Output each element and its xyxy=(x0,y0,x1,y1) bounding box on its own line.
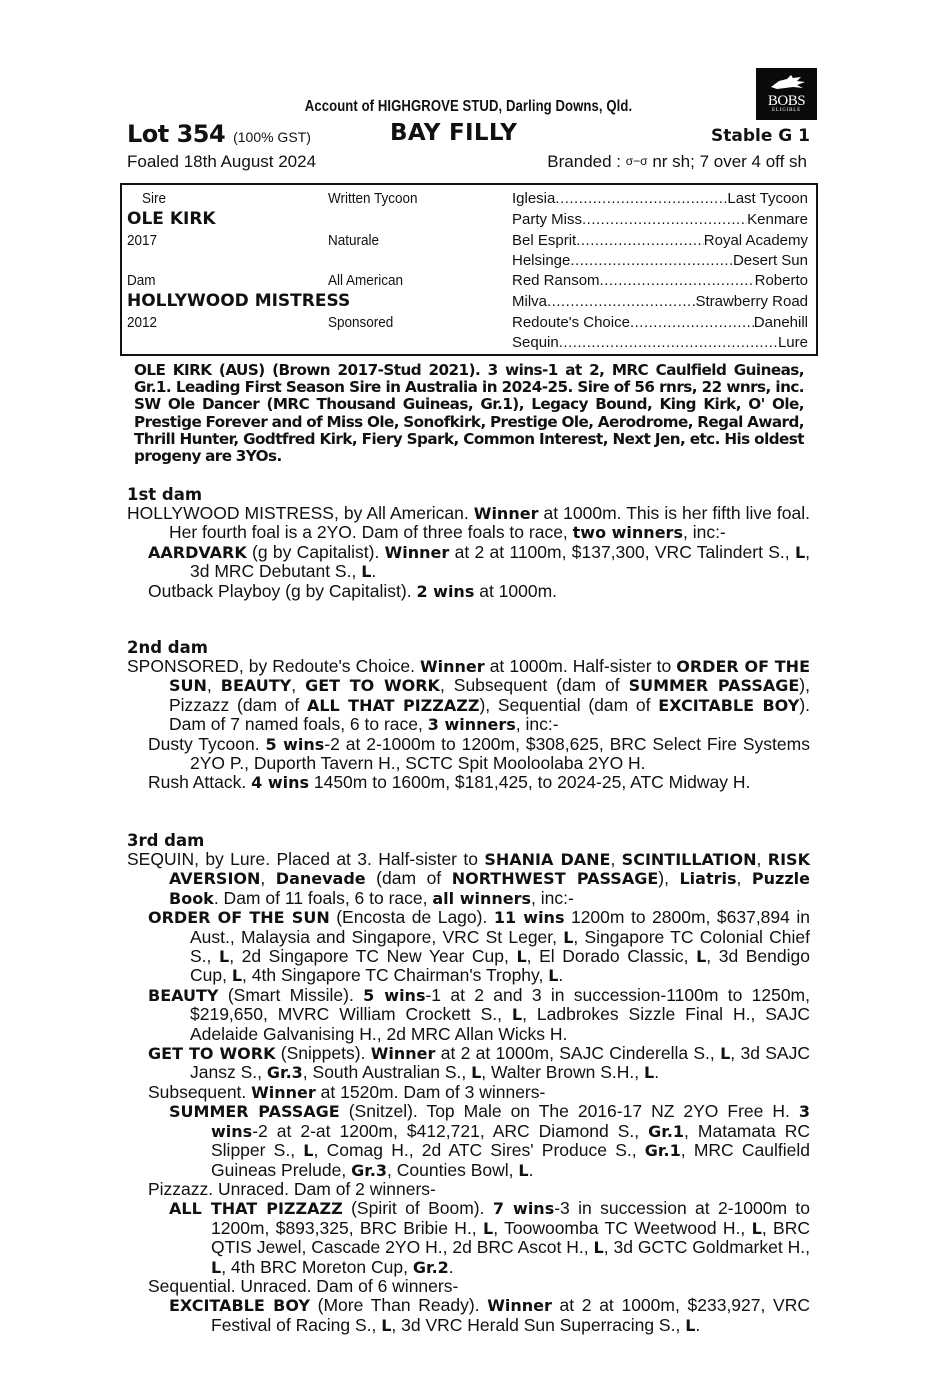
grandparent-row xyxy=(512,232,808,250)
gp-sire: Last Tycoon xyxy=(727,190,808,207)
pedigree-entry: GET TO WORK (Snippets). Winner at 2 at 1000m, SAJC Cinderella S., L, 3d SAJC Jansz S., Gr.3, South Australian S., L, Walter Brown S.H., L. xyxy=(148,1043,810,1083)
gp-sire: Kenmare xyxy=(747,211,808,228)
dam-section-3 xyxy=(127,831,810,1335)
pedigree-entry: BEAUTY (Smart Missile). 5 wins-1 at 2 and 3 in succession-1100m to 1250m, $219,650, MVRC William Crockett S., L, Ladbrokes Sizzle Final H., SAJC Adelaide Galvanising H., 2d MRC Allan Wicks H. xyxy=(148,984,810,1044)
pedigree-entry: SEQUIN, by Lure. Placed at 3. Half-sister to SHANIA DANE, SCINTILLATION, RISK AVERSION, Danevade (dam of NORTHWEST PASSAGE), Liatris, Puzzle Book. Dam of 11 foals, 6 to race, all winners, inc:- xyxy=(127,849,810,908)
pedigree-entry: Sequential. Unraced. Dam of 6 winners- xyxy=(148,1275,459,1296)
pedigree-entry: SPONSORED, by Redoute's Choice. Winner at 1000m. Half-sister to ORDER OF THE SUN, BEAUTY, GET TO WORK, Subsequent (dam of SUMMER PASSAGE), Pizzazz (dam of ALL THAT PIZZAZZ), Sequential (dam of EXCITABLE BOY). Dam of 7 named foals, 6 to race, 3 winners, inc:- xyxy=(127,656,811,735)
gp-sire: Roberto xyxy=(754,272,808,289)
branded-text: nr sh; 7 over 4 off sh xyxy=(652,152,807,171)
pedigree-entry: ALL THAT PIZZAZZ (Spirit of Boom). 7 wins-3 in succession at 2-1000m to 1200m, $893,325, BRC Bribie H., L, Toowoomba TC Weetwood H., L, BRC QTIS Jewel, Cascade 2YO H., 2d BRC Ascot H., L, 3d GCTC Goldmarket H., L, 4th BRC Moreton Cup, Gr.2. xyxy=(169,1198,810,1277)
entry-list xyxy=(127,850,810,1335)
sire-year: 2017 xyxy=(127,232,158,249)
sire-biography: OLE KIRK (AUS) (Brown 2017-Stud 2021). 3 wins-1 at 2, MRC Caulfield Guineas, Gr.1. Leading First Season Sire in Australia in 2024-25. Sire of 56 rnrs, 22 wnrs, inc. SW Ole Dancer (MRC Thousand Guineas, Gr.1), Legacy Bound, King Kirk, O' Ole, Prestige Forever and of Miss Ole, Sonofkirk, Prestige Ole, Aerodrome, Regal Award, Thrill Hunter, Godtfred Kirk, Fiery Spark, Common Interest, Next Jen, etc. His oldest progeny are 3YOs. xyxy=(134,361,804,466)
grandparent-row xyxy=(512,314,808,332)
dam-year: 2012 xyxy=(127,314,158,331)
grandparent-row xyxy=(512,272,808,290)
gst-note: (100% GST) xyxy=(233,129,311,145)
section-title: 2nd dam xyxy=(127,638,208,657)
grandparent-row xyxy=(512,334,808,352)
sire-sire: Written Tycoon xyxy=(328,190,418,207)
pedigree-entry: EXCITABLE BOY (More Than Ready). Winner at 2 at 1000m, $233,927, VRC Festival of Racing S., L, 3d VRC Herald Sun Superracing S., L. xyxy=(169,1295,810,1335)
pedigree-entry: AARDVARK (g by Capitalist). Winner at 2 at 1100m, $137,300, VRC Talindert S., L, 3d MRC Debutant S., L. xyxy=(148,541,811,582)
gp-sire: Strawberry Road xyxy=(695,293,808,310)
gp-name: Iglesia xyxy=(512,190,556,207)
pedigree-entry: Outback Playboy (g by Capitalist). 2 wins at 1000m. xyxy=(148,580,558,601)
entry-list xyxy=(127,657,810,793)
grandparent-row xyxy=(512,211,808,229)
gp-name: Redoute's Choice xyxy=(512,314,630,331)
stable-location: Stable G 1 xyxy=(711,126,810,146)
gp-name: Party Miss xyxy=(512,211,583,228)
lot-number xyxy=(127,120,311,148)
pedigree-entry: HOLLYWOOD MISTRESS, by All American. Winner at 1000m. This is her fifth live foal. Her fourth foal is a 2YO. Dam of three foals to race, two winners, inc:- xyxy=(127,503,810,543)
entry-list xyxy=(127,504,810,601)
gp-name: Helsinge xyxy=(512,252,571,269)
gp-sire: Desert Sun xyxy=(732,252,808,269)
pedigree-table xyxy=(120,183,818,356)
gp-name: Milva xyxy=(512,293,548,310)
foaled-date: Foaled 18th August 2024 xyxy=(127,152,317,171)
pedigree-entry: ORDER OF THE SUN (Encosta de Lago). 11 wins 1200m to 2800m, $637,894 in Aust., Malaysia and Singapore, VRC St Leger, L, Singapore TC Colonial Chief S., L, 2d Singapore TC New Year Cup, L, El Dorado Classic, L, 3d Bendigo Cup, L, 4th Singapore TC Chairman's Trophy, L. xyxy=(148,907,810,986)
logo-subtitle: ELIGIBLE xyxy=(772,108,801,113)
bobs-eligible-logo xyxy=(756,68,817,120)
brand-info xyxy=(547,152,807,172)
branded-label: Branded : xyxy=(547,152,622,171)
dam-section-2 xyxy=(127,638,810,793)
section-title: 3rd dam xyxy=(127,831,205,850)
dam-name: HOLLYWOOD MISTRESS xyxy=(127,291,351,311)
horse-description: BAY FILLY xyxy=(390,120,518,146)
gp-name: Bel Esprit xyxy=(512,232,577,249)
grandparent-row xyxy=(512,293,808,311)
gp-name: Sequin xyxy=(512,334,559,351)
grandparent-row xyxy=(512,252,808,270)
gp-name: Red Ransom xyxy=(512,272,600,289)
dam-section-1 xyxy=(127,485,810,601)
dam-label: Dam xyxy=(127,272,156,289)
dam-dam: Sponsored xyxy=(328,314,394,331)
gp-sire: Danehill xyxy=(753,314,808,331)
lot-header xyxy=(127,120,810,150)
sire-name: OLE KIRK xyxy=(127,209,216,229)
brand-symbol-icon: σ−σ xyxy=(625,154,648,168)
pedigree-entry: Subsequent. Winner at 1520m. Dam of 3 winners- xyxy=(148,1081,546,1102)
pedigree-entry: SUMMER PASSAGE (Snitzel). Top Male on The 2016-17 NZ 2YO Free H. 3 wins-2 at 2-at 1200m, $412,721, ARC Diamond S., Gr.1, Matamata RC Slipper S., L, Comag H., 2d ATC Sires' Produce S., Gr.1, MRC Caulfield Guineas Prelude, Gr.3, Counties Bowl, L. xyxy=(169,1101,811,1180)
section-title: 1st dam xyxy=(127,485,203,504)
horse-head-icon xyxy=(767,73,807,93)
gp-sire: Lure xyxy=(777,334,808,351)
pedigree-entry: Dusty Tycoon. 5 wins-2 at 2-1000m to 1200m, $308,625, BRC Select Fire Systems 2YO P., Duporth Tavern H., SCTC Spit Mooloolaba 2YO H. xyxy=(148,733,810,774)
pedigree-entry: Pizzazz. Unraced. Dam of 2 winners- xyxy=(148,1178,436,1199)
lot-label: Lot 354 xyxy=(127,120,226,148)
sire-label: Sire xyxy=(142,190,167,207)
gp-sire: Royal Academy xyxy=(703,232,808,249)
pedigree-entry: Rush Attack. 4 wins 1450m to 1600m, $181,425, to 2024-25, ATC Midway H. xyxy=(148,772,751,793)
vendor-account: Account of HIGHGROVE STUD, Darling Downs, Qld. xyxy=(304,98,633,115)
dam-sire: All American xyxy=(328,272,404,289)
grandparent-row xyxy=(512,190,808,208)
sire-dam: Naturale xyxy=(328,232,380,249)
logo-title: BOBS xyxy=(767,93,806,109)
